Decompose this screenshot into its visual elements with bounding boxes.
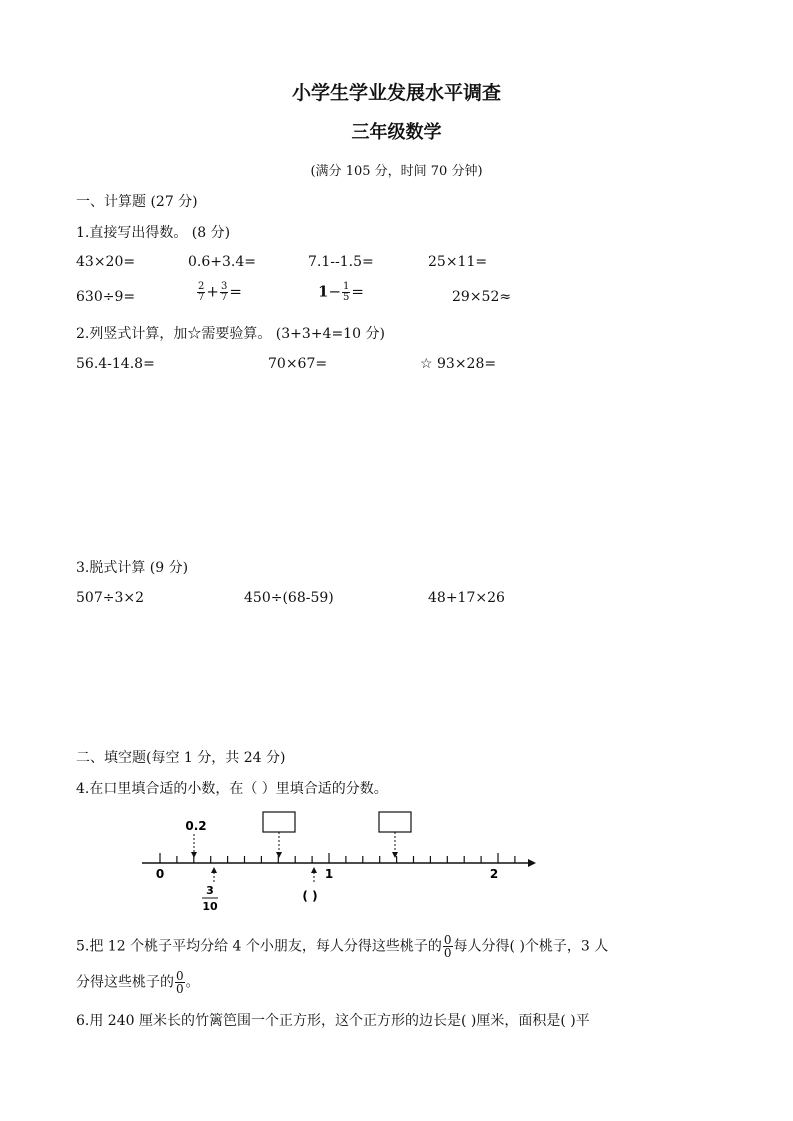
section2-heading: 二、填空题(每空 1 分，共 24 分) <box>76 750 286 766</box>
arrow-head-icon <box>211 867 217 873</box>
q1-item-1: 43×20= <box>76 254 136 270</box>
q3-item-2: 450÷(68-59) <box>244 590 334 606</box>
frac-den: 10 <box>202 900 218 913</box>
q1-item-4: 25×11= <box>428 254 488 270</box>
label-2: 2 <box>489 867 499 881</box>
fraction: $\frac{0}{0}$ <box>176 969 184 996</box>
page-subtitle: 三年级数学 <box>351 122 442 143</box>
q2-item-3: ☆ 93×28= <box>420 356 497 372</box>
q1-item-6: $\frac{2}{7}$ + $\frac{3}{7}$ = <box>198 281 242 303</box>
label-0-2: 0.2 <box>185 819 207 833</box>
q5-line2: 分得这些桃子的 $\frac{0}{0}$ 。 <box>76 969 200 996</box>
page-title: 小学生学业发展水平调查 <box>291 82 501 104</box>
q1-item-7: 1− $\frac{1}{5}$ = <box>318 281 364 303</box>
section1-heading: 一、计算题 (27 分) <box>76 194 198 210</box>
answer-box-1[interactable] <box>263 812 295 832</box>
q2-label: 2.列竖式计算，加☆需要验算。 (3+3+4=10 分) <box>76 326 385 342</box>
label-0: 0 <box>155 867 165 881</box>
label-1: 1 <box>324 867 334 881</box>
answer-paren[interactable]: ( ) <box>302 889 318 903</box>
number-line <box>130 808 550 918</box>
q1-item-2: 0.6+3.4= <box>188 254 256 270</box>
fraction: $\frac{3}{7}$ <box>220 281 228 303</box>
q4-label: 4.在口里填合适的小数，在（ ）里填合适的分数。 <box>76 781 388 797</box>
answer-box-2[interactable] <box>379 812 411 832</box>
q2-item-1: 56.4-14.8= <box>76 356 155 372</box>
number-line-arrow-icon <box>528 859 536 867</box>
exam-note: (满分 105 分，时间 70 分钟) <box>310 164 483 179</box>
frac-num: 3 <box>206 884 214 897</box>
q2-item-2: 70×67= <box>268 356 328 372</box>
fraction: $\frac{2}{7}$ <box>198 281 205 303</box>
arrow-head-icon <box>276 852 282 858</box>
q3-item-3: 48+17×26 <box>428 590 505 606</box>
q1-item-5: 630÷9= <box>76 289 136 305</box>
q1-item-3: 7.1--1.5= <box>308 254 374 270</box>
q6-text: 6.用 240 厘米长的竹篱笆围一个正方形，这个正方形的边长是( )厘米，面积是( )平 <box>76 1013 590 1029</box>
q5-line1: 5.把 12 个桃子平均分给 4 个小朋友，每人分得这些桃子的 $\frac{0}{0}$ 每人分得( )个桃子，3 人 <box>76 933 609 960</box>
q3-label: 3.脱式计算 (9 分) <box>76 560 189 576</box>
q3-item-1: 507÷3×2 <box>76 590 144 606</box>
fraction: $\frac{0}{0}$ <box>443 933 452 960</box>
q1-label: 1.直接写出得数。 (8 分) <box>76 225 231 241</box>
arrow-head-icon <box>191 852 197 858</box>
q1-item-8: 29×52≈ <box>452 289 512 305</box>
fraction: $\frac{1}{5}$ <box>343 281 350 303</box>
number-line-ticks <box>160 853 515 863</box>
arrow-head-icon <box>311 867 317 873</box>
